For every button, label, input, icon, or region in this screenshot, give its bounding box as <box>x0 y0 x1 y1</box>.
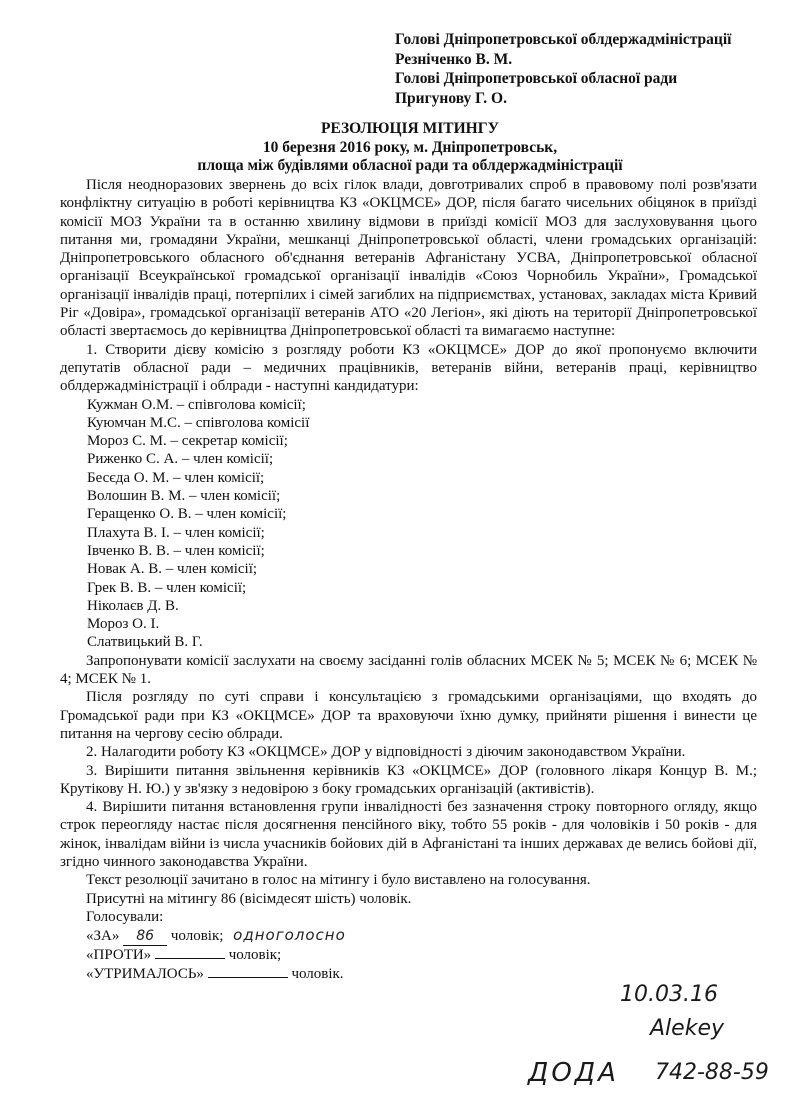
vote-abstain-blank <box>208 965 288 978</box>
commission-member: Мороз С. М. – секретар комісії; <box>87 433 288 450</box>
voting-label: Голосували: <box>86 908 164 925</box>
commission-member: Волошин В. М. – член комісії; <box>87 488 281 505</box>
meeting-location: площа між будівлями обласної ради та облдержадміністрації <box>197 157 623 174</box>
date-place: 10 березня 2016 року, м. Дніпропетровськ, <box>262 138 558 156</box>
addressee-line: Голові Дніпропетровської облдержадміністрації <box>395 31 732 48</box>
item-2-paragraph: 2. Налагодити роботу КЗ «ОКЦМСЕ» ДОР у відповідності з діючим законодавством України. <box>86 744 686 761</box>
commission-member: Кужман О.М. – співголова комісії; <box>87 396 306 413</box>
vote-against-unit: чоловік; <box>228 947 282 964</box>
handwritten-number: 742-88-59 <box>655 1060 769 1085</box>
vote-against-line <box>60 946 757 964</box>
addressee-line: Голові Дніпропетровської обласної ради <box>395 70 678 87</box>
vote-abstain-unit: чоловік. <box>291 965 344 982</box>
item-4-paragraph: 4. Вирішити питання встановлення групи інвалідності без зазначення строку повторного огляду, якщо строк переогляду настає після досягнення пенсійного віку, тобто 55 років - для чоловіків і 50 років - для жінок, інвалідам війни із числа учасників бойових дій в Афганістані та інших державах де велись бойові дії, згідно чинного законодавства України. <box>60 799 757 870</box>
vote-abstain-line <box>60 965 757 983</box>
vote-for-label: «ЗА» <box>86 928 120 945</box>
commission-member: Геращенко О. В. – член комісії; <box>87 506 287 523</box>
commission-member: Мороз О. І. <box>87 616 160 633</box>
resolution-heading <box>60 120 760 176</box>
commission-member: Куюмчан М.С. – співголова комісії <box>87 414 310 431</box>
vote-for-line <box>60 926 757 946</box>
vote-for-note: одноголосно <box>233 926 346 945</box>
item-3-paragraph: 3. Вирішити питання звільнення керівників КЗ «ОКЦМСЕ» ДОР (головного лікаря Концур В. М.; Крутікову Н. Ю.) у зв'язку з недовірою з боку громадських організацій (активістів). <box>60 762 757 797</box>
read-aloud-paragraph: Текст резолюції зачитано в голос на мітингу і було виставлено на голосування. <box>86 872 591 889</box>
vote-against-label: «ПРОТИ» <box>86 947 152 964</box>
commission-member: Риженко С. А. – член комісії; <box>87 451 274 468</box>
commission-member: Слатвицький В. Г. <box>87 634 203 651</box>
commission-list <box>60 396 757 652</box>
vote-for-unit: чоловік; <box>170 928 224 945</box>
present-paragraph: Присутні на мітингу 86 (вісімдесят шість) чоловік. <box>86 890 412 907</box>
handwritten-registration: ДОДА <box>528 1058 619 1088</box>
vote-abstain-label: «УТРИМАЛОСЬ» <box>86 965 204 982</box>
msek-paragraph: Запропонувати комісії заслухати на своєму засіданні голів обласних МСЕК № 5; МСЕК № 6; МСЕК № 4; МСЕК № 1. <box>60 652 757 688</box>
commission-member: Грек В. В. – член комісії; <box>87 579 247 596</box>
vote-against-blank <box>155 946 225 959</box>
commission-member: Новак А. В. – член комісії; <box>87 561 258 578</box>
addressee-line: Резніченко В. М. <box>395 50 513 68</box>
handwritten-date: 10.03.16 <box>620 982 718 1007</box>
handwritten-signature: Alekey <box>650 1016 724 1041</box>
resolution-body <box>60 176 757 983</box>
vote-for-value: 86 <box>123 927 167 946</box>
item-1-paragraph: 1. Створити дієву комісію з розгляду роботи КЗ «ОКЦМСЕ» ДОР до якої пропонуємо включити депутатів обласної ради – медичних працівників, ветеранів війни, ветеранів праці, керівництво облдержадміністрації і облради - наступні кандидатури: <box>60 341 757 395</box>
commission-member: Бесєда О. М. – член комісії; <box>87 469 265 486</box>
commission-member: Плахута В. І. – член комісії; <box>87 524 265 541</box>
intro-paragraph: Після неодноразових звернень до всіх гілок влади, довготривалих спроб в правовому полі розв'язати конфліктну ситуацію в роботі керівництва КЗ «ОКЦМСЕ» ДОР, після багато чисельних обіцянок в приїзді комісії МОЗ України та в останню хвилину відмови в приїзді комісії МОЗ для заслуховування цього питання ми, громадяни України, мешканці Дніпропетровської області, члени громадських організацій: Дніпропетровського обласного об'єднання ветеранів Афганістану УСВА, Дніпропетровської обласної організації Всеукраїнської громадської організації інвалідів «Союз Чорнобиль України», Громадської організації інвалідів праці, потерпілих і сімей загиблих на підприємствах, установах, закладах міста Кривий Ріг «Довіра», громадської організації ветеранів АТО «20 Легіон», які діють на території Дніпропетровської області звертаємось до керівництва Дніпропетровської області та вимагаємо наступне: <box>60 177 757 340</box>
addressee-block <box>395 30 731 108</box>
commission-member: Івченко В. В. – член комісії; <box>87 542 265 559</box>
commission-member: Ніколаєв Д. В. <box>87 597 179 614</box>
addressee-line: Пригунову Г. О. <box>395 89 507 107</box>
document-title: РЕЗОЛЮЦІЯ МІТИНГУ <box>321 120 499 137</box>
after-review-paragraph: Після розгляду по суті справи і консультацією з громадськими організаціями, що входять до Громадської ради при КЗ «ОКЦМСЕ» ДОР та враховуючи їхню думку, прийняти рішення і винести це питання на чергову сесію облради. <box>60 689 757 742</box>
